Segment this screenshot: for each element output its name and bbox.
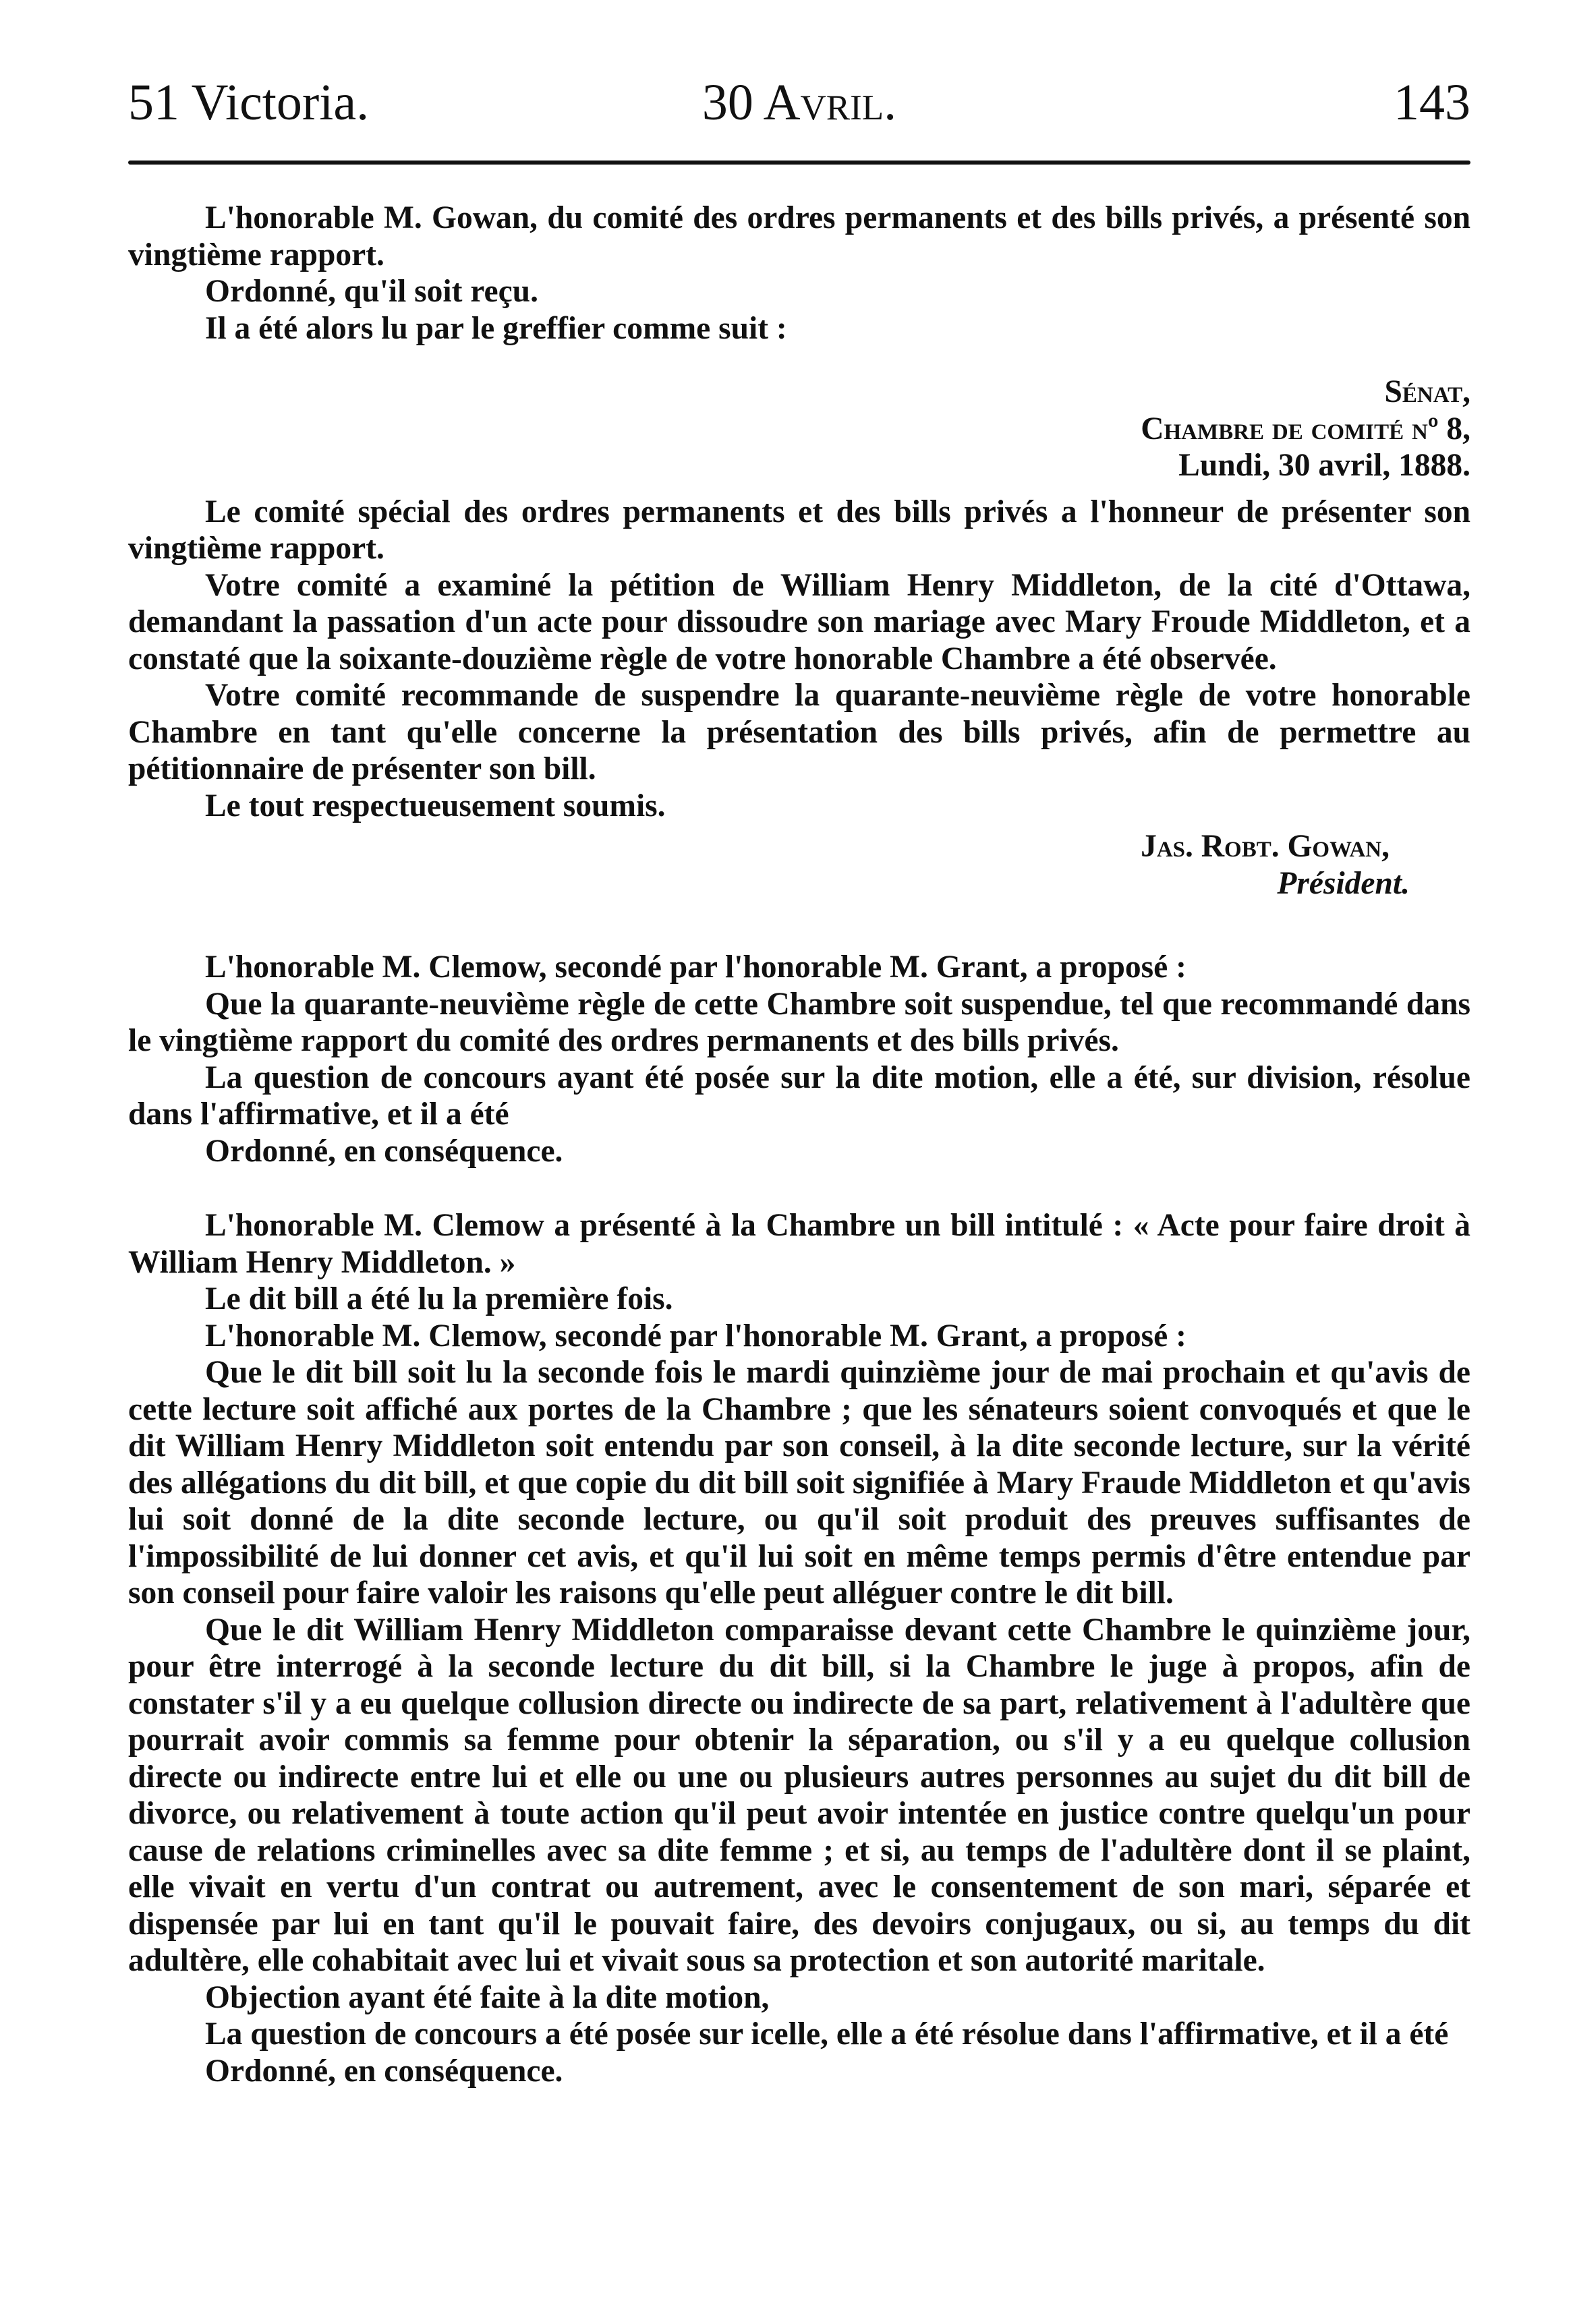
motion-paragraph: La question de concours ayant été posée sur la dite motion, elle a été, sur division, résolue dans l'affirmative, et il a été: [128, 1059, 1470, 1132]
page-body: [128, 200, 1470, 2089]
bill-paragraph: L'honorable M. Clemow, secondé par l'honorable M. Grant, a proposé :: [205, 1318, 1186, 1354]
bill-paragraph: Que le dit bill soit lu la seconde fois le mardi quinzième jour de mai prochain et qu'avis de cette lecture soit affiché aux portes de la Chambre ; que les sénateurs soient convoqués et que le dit William Henry Middleton soit entendu par son conseil, à la dite seconde lecture, sur la vérité des allégations du dit bill, et que copie du dit bill soit signifiée à Mary Fraude Middleton et qu'avis lui soit donné de la dite seconde lecture, ou qu'il soit produit des preuves suffisantes de l'impossibilité de lui donner cet avis, et qu'il lui soit en même temps permis d'être entendue par son conseil pour faire valoir les raisons qu'elle peut alléguer contre le dit bill.: [128, 1355, 1470, 1610]
running-header: [128, 62, 1470, 143]
page-number: 143: [1394, 74, 1470, 131]
report-heading-room: Chambre de comité nº 8,: [1141, 411, 1470, 446]
motion-section: [128, 949, 1470, 1169]
report-read-by: Il a été alors lu par le greffier comme suit :: [205, 310, 787, 346]
header-date: 30 Avril.: [702, 74, 897, 131]
motion-paragraph: L'honorable M. Clemow, secondé par l'honorable M. Grant, a proposé :: [205, 950, 1186, 985]
header-rule: [128, 161, 1470, 165]
motion-paragraph: Que la quarante-neuvième règle de cette Chambre soit suspendue, tel que recommandé dans le vingtième rapport du comité des ordres permanents et des bills privés.: [128, 986, 1470, 1058]
report-paragraph: Votre comité recommande de suspendre la quarante-neuvième règle de votre honorable Chambre en tant qu'elle concerne la présentation des bills privés, afin de permettre au pétitionnaire de présenter son bill.: [128, 678, 1470, 786]
bill-section: [128, 1207, 1470, 2089]
report-paragraph: Votre comité a examiné la pétition de William Henry Middleton, de la cité d'Ottawa, demandant la passation d'un acte pour dissoudre son mariage avec Mary Froude Middleton, et a constaté que la soixante-douzième règle de votre honorable Chambre a été observée.: [128, 567, 1470, 676]
report-paragraph: Le comité spécial des ordres permanents et des bills privés a l'honneur de présenter son vingtième rapport.: [128, 494, 1470, 566]
bill-paragraph: L'honorable M. Clemow a présenté à la Chambre un bill intitulé : « Acte pour faire droit à William Henry Middleton. »: [128, 1208, 1470, 1280]
report-paragraph: Le tout respectueusement soumis.: [205, 788, 666, 823]
report-ordered: Ordonné, qu'il soit reçu.: [205, 274, 538, 309]
report-heading-date: Lundi, 30 avril, 1888.: [1178, 448, 1470, 483]
bill-paragraph: Le dit bill a été lu la première fois.: [205, 1281, 673, 1316]
report-intro: L'honorable M. Gowan, du comité des ordres permanents et des bills privés, a présenté son vingtième rapport.: [128, 200, 1470, 272]
bill-paragraph: Objection ayant été faite à la dite motion,: [205, 1979, 770, 2015]
section-gap: [128, 1169, 1470, 1207]
regnal-year: 51 Victoria.: [128, 74, 370, 131]
motion-ordered: Ordonné, en conséquence.: [205, 1133, 563, 1169]
report-signatory-title: Président.: [1277, 865, 1410, 901]
section-gap: [128, 902, 1470, 949]
bill-paragraph: Que le dit William Henry Middleton comparaisse devant cette Chambre le quinzième jour, pour être interrogé à la seconde lecture du dit bill, si la Chambre le juge à propos, afin de constater s'il y a eu quelque collusion directe ou indirecte de sa part, relativement à l'adultère que pourrait avoir commis sa femme pour obtenir la séparation, ou s'il y a eu quelque collusion directe ou indirecte entre lui et elle ou une ou plusieurs autres personnes au sujet du dit bill de divorce, ou relativement à toute action qu'il peut avoir intentée en justice contre quelqu'un pour cause de relations criminelles avec sa dite femme ; et si, au temps de l'adultère dont il se plaint, elle vivait en vertu d'un contrat ou autrement, avec le consentement de son mari, séparée et dispensée par lui en tant qu'il le pouvait faire, des devoirs conjugaux, ou si, au temps du dit adultère, elle cohabitait avec lui et vivait sous sa protection et son autorité maritale.: [128, 1612, 1470, 1978]
report-heading-senate: Sénat,: [1384, 374, 1470, 409]
bill-paragraph: La question de concours a été posée sur icelle, elle a été résolue dans l'affirmative, et il a été: [205, 2016, 1449, 2052]
report-signature: Jas. Robt. Gowan,: [1141, 829, 1390, 864]
bill-ordered: Ordonné, en conséquence.: [205, 2053, 563, 2089]
committee-report-section: [128, 200, 1470, 902]
